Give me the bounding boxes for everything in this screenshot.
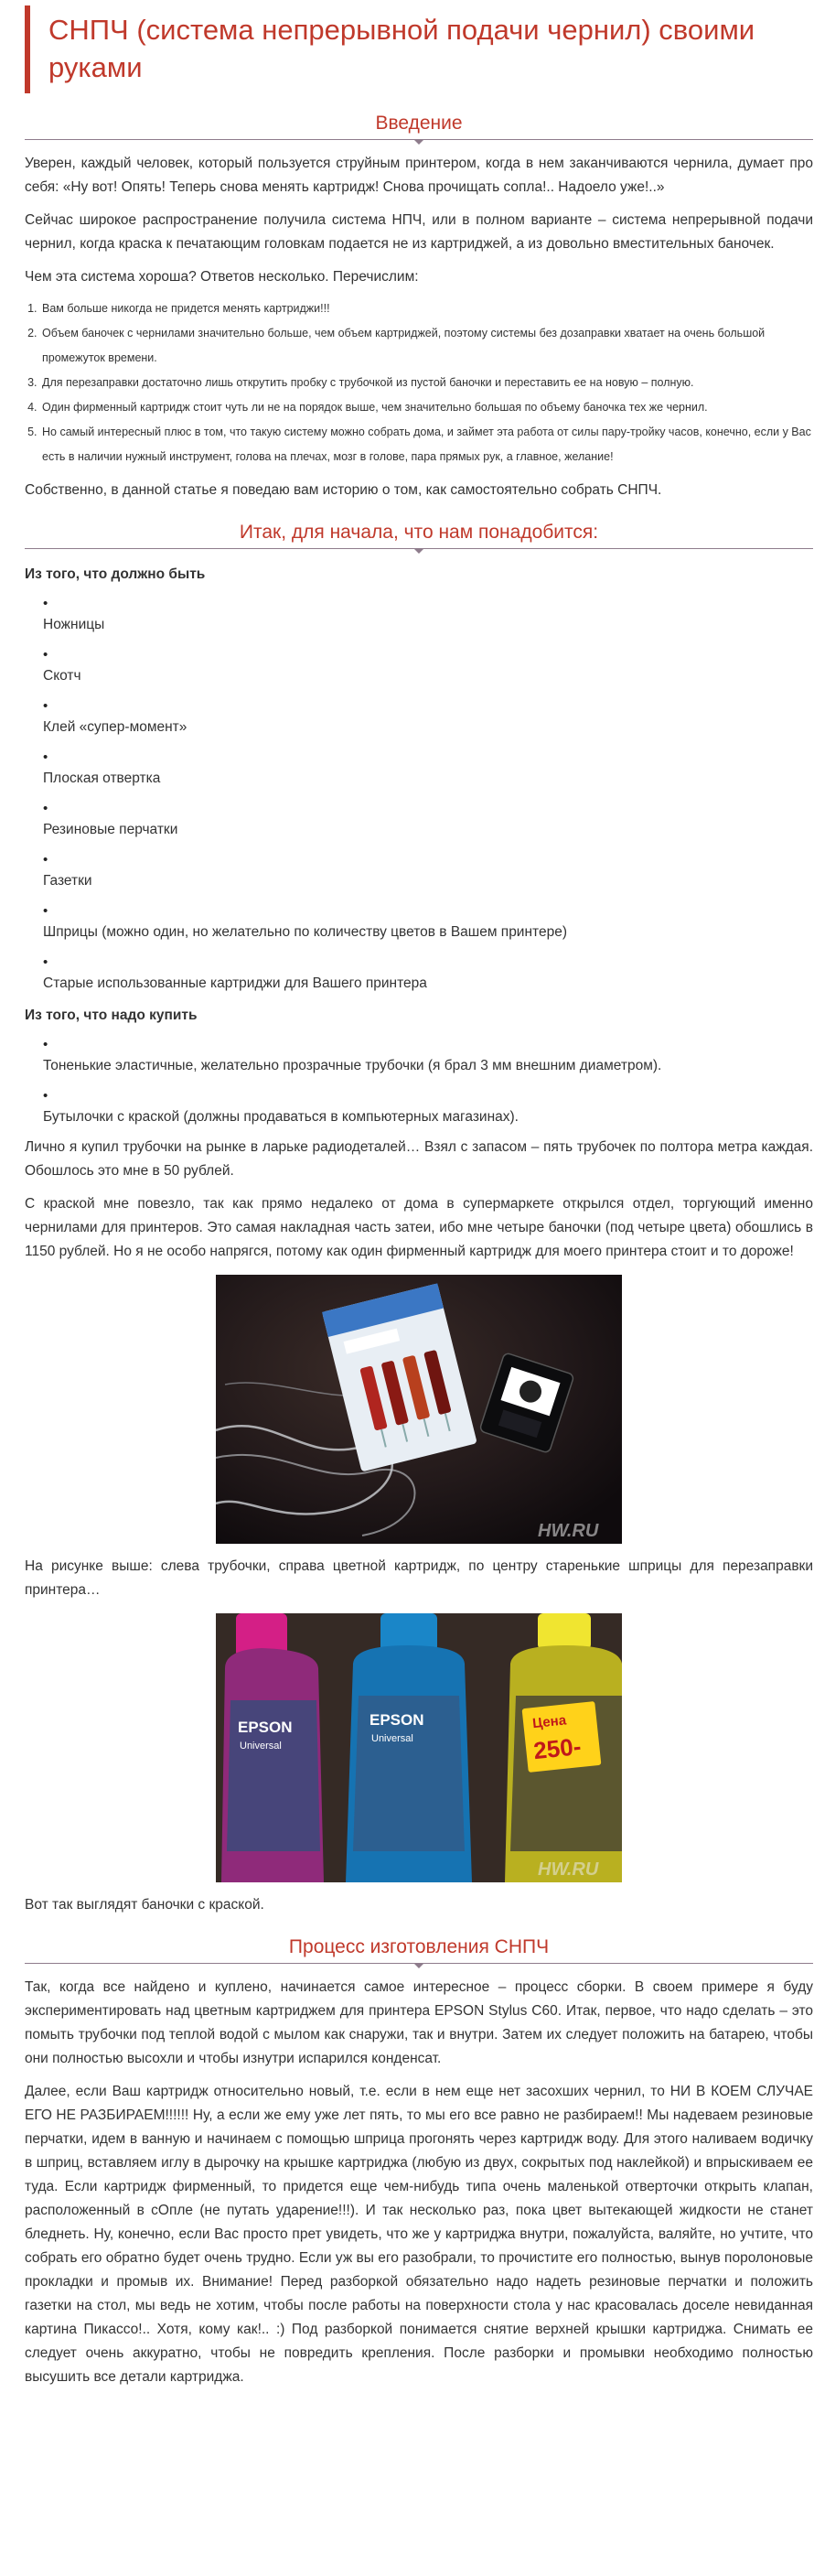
- list-item: [43, 1033, 813, 1075]
- section-title: Введение: [375, 113, 463, 134]
- list-item: 1. Вам больше никогда не придется менять картриджи!!!: [40, 296, 813, 321]
- subheading-buy: Из того, что надо купить: [25, 1008, 198, 1023]
- bullet: •: [43, 954, 48, 970]
- list-item-text: Скотч: [43, 668, 81, 684]
- bullet: •: [43, 647, 48, 663]
- section-divider: [25, 546, 813, 552]
- list-item-text: Тоненькие эластичные, желательно прозрачные трубочки (я брал 3 мм внешним диаметром).: [43, 1058, 662, 1073]
- bullet: •: [43, 801, 48, 816]
- list-item: [43, 900, 813, 942]
- paragraph: Чем эта система хороша? Ответов несколько. Перечислим:: [25, 269, 419, 285]
- paragraph: Уверен, каждый человек, который пользуется струйным принтером, когда в нем заканчиваются чернила, думает про себя: «Ну вот! Опять! Теперь снова менять картридж! Снова прочищать сопла!.. Надоело уже!..»: [25, 156, 813, 195]
- bullet: •: [43, 1037, 48, 1052]
- list-item-text: Старые использованные картриджи для Вашего принтера: [43, 975, 427, 991]
- paragraph: Лично я купил трубочки на рынке в ларьке радиодеталей… Взял с запасом – пять трубочек по полтора метра каждая. Обошлось это мне в 50 рублей.: [25, 1139, 813, 1179]
- title-block: [25, 5, 813, 93]
- caption: Вот так выглядят баночки с краской.: [25, 1897, 264, 1913]
- bottle-brand-label: EPSON: [370, 1711, 424, 1729]
- section-heading-intro: [25, 112, 813, 143]
- paragraph: Сейчас широкое распространение получила система НПЧ, или в полном варианте – система непрерывной подачи чернил, когда краска к печатающим головкам подается не из картриджей, а из довольно вместительных баночек.: [25, 212, 813, 252]
- list-item-text: Резиновые перчатки: [43, 822, 178, 837]
- list-item-text: Шприцы (можно один, но желательно по количеству цветов в Вашем принтере): [43, 924, 567, 940]
- list-item-text: Плоская отвертка: [43, 771, 161, 786]
- have-list: [25, 592, 813, 993]
- watermark: HW.RU: [538, 1859, 599, 1880]
- paragraph: Так, когда все найдено и куплено, начинается самое интересное – процесс сборки. В своем примере я буду экспериментировать над цветным картриджем для принтера EPSON Stylus C60. Итак, первое, что надо сделать – это помыть трубочки под теплой водой с мылом как снаружи, так и внутри. Затем их следует положить на батарею, чтобы они полностью высохли и чтобы изнутри испарился конденсат.: [25, 1979, 813, 2066]
- section-title: Итак, для начала, что нам понадобится:: [239, 522, 599, 543]
- list-item-text: Ножницы: [43, 617, 105, 632]
- bullet: •: [43, 1088, 48, 1104]
- section-divider: [25, 137, 813, 143]
- list-item: 5. Но самый интересный плюс в том, что такую систему можно собрать дома, и займет эта работа от силы пару-тройку часов, конечно, если у Вас есть в наличии нужный инструмент, голова на плечах, мозг в голове, пара прямых рук, а главное, желание!: [40, 420, 813, 469]
- photo-illustration: [216, 1275, 622, 1544]
- section-divider: [25, 1961, 813, 1967]
- list-item: 3. Для перезаправки достаточно лишь открутить пробку с трубочкой из пустой баночки и переставить ее на новую – полную.: [40, 371, 813, 395]
- article: [25, 5, 813, 2389]
- bullet: •: [43, 903, 48, 919]
- list-item: [43, 746, 813, 788]
- bullet: •: [43, 596, 48, 611]
- bullet: •: [43, 749, 48, 765]
- price-tag-value: 250-: [531, 1731, 583, 1765]
- watermark: HW.RU: [538, 1521, 599, 1541]
- section-heading-process: [25, 1935, 813, 1967]
- buy-list: [25, 1033, 813, 1126]
- photo-ink-bottles: [216, 1613, 622, 1882]
- caption: На рисунке выше: слева трубочки, справа цветной картридж, по центру старенькие шприцы для перезаправки принтера…: [25, 1558, 813, 1598]
- bottle-sub-label: Universal: [371, 1733, 413, 1744]
- bullet: •: [43, 852, 48, 868]
- page-title: СНПЧ (система непрерывной подачи чернил) своими руками: [48, 14, 755, 83]
- advantages-list: [25, 296, 813, 469]
- subheading-have: Из того, что должно быть: [25, 566, 206, 582]
- section-title: Процесс изготовления СНПЧ: [288, 1936, 550, 1957]
- section-heading-needs: [25, 521, 813, 552]
- paragraph: Собственно, в данной статье я поведаю вам историю о том, как самостоятельно собрать СНПЧ.: [25, 482, 662, 498]
- bottle-sub-label: Universal: [240, 1741, 282, 1751]
- photo-tubes-syringes-cartridge: [216, 1275, 622, 1544]
- list-item: [43, 643, 813, 685]
- list-item: [43, 695, 813, 737]
- list-item: 2. Объем баночек с чернилами значительно больше, чем объем картриджей, поэтому системы без дозаправки хватает на очень большой промежуток времени.: [40, 321, 813, 371]
- list-item: [43, 951, 813, 993]
- list-item-text: Бутылочки с краской (должны продаваться в компьютерных магазинах).: [43, 1109, 519, 1125]
- list-item: [43, 848, 813, 890]
- bottle-brand-label: EPSON: [238, 1719, 293, 1736]
- list-item: [43, 592, 813, 634]
- list-item: [43, 797, 813, 839]
- price-tag-label: Цена: [531, 1712, 567, 1732]
- paragraph: С краской мне повезло, так как прямо недалеко от дома в супермаркете открылся отдел, торгующий именно чернилами для принтеров. Это самая накладная часть затеи, ибо мне четыре баночки (под четыре цвета) обошлись в 1150 рублей. Но я не особо напрягся, потому как один фирменный картридж для моего принтера стоит и то дороже!: [25, 1196, 813, 1259]
- photo-illustration: [216, 1613, 622, 1882]
- list-item: [43, 1084, 813, 1126]
- list-item-text: Газетки: [43, 873, 92, 889]
- list-item: 4. Один фирменный картридж стоит чуть ли не на порядок выше, чем значительно большая по объему баночка тех же чернил.: [40, 395, 813, 420]
- paragraph: Далее, если Ваш картридж относительно новый, т.е. если в нем еще нет засохших чернил, то НИ В КОЕМ СЛУЧАЕ ЕГО НЕ РАЗБИРАЕМ!!!!!! Ну, а если же ему уже лет пять, то мы его все равно не разбираем!! Мы надеваем резиновые перчатки, идем в ванную и начинаем с помощью шприца прогонять через картридж воду. Для этого наливаем водичку в шприц, вставляем иглу в дырочку на крышке картриджа (любую из двух, сокрытых под наклейкой) и впрыскиваем ее туда. Если картридж фирменный, то придется еще чем-нибудь типа очень маленькой отверточки открыть клапан, расположенный в сОпле (не путать ударение!!!). И так несколько раз, пока цвет вытекающей жидкости не станет бледнеть. Ну, конечно, если Вас просто прет увидеть, что же у картриджа внутри, пожалуйста, валяйте, но учтите, что собрать его обратно будет очень трудно. Если уж вы его разобрали, то прочистите его полностью, вынув поролоновые прокладки и промыв их. Внимание! Перед разборкой обязательно надо надеть резиновые перчатки и положить газетки на стол, мы ведь не хотим, чтобы после работы на поверхности стола у нас красовалась доселе невиданная картина Пикассо!.. Хотя, кому как!.. :) Под разборкой понимается снятие верхней крышки картриджа. Снимать ее следует очень аккуратно, чтобы не повредить крепления. После разборки и промывки необходимо полностью высушить все детали картриджа.: [25, 2084, 813, 2385]
- list-item-text: Клей «супер-момент»: [43, 719, 187, 735]
- bullet: •: [43, 698, 48, 714]
